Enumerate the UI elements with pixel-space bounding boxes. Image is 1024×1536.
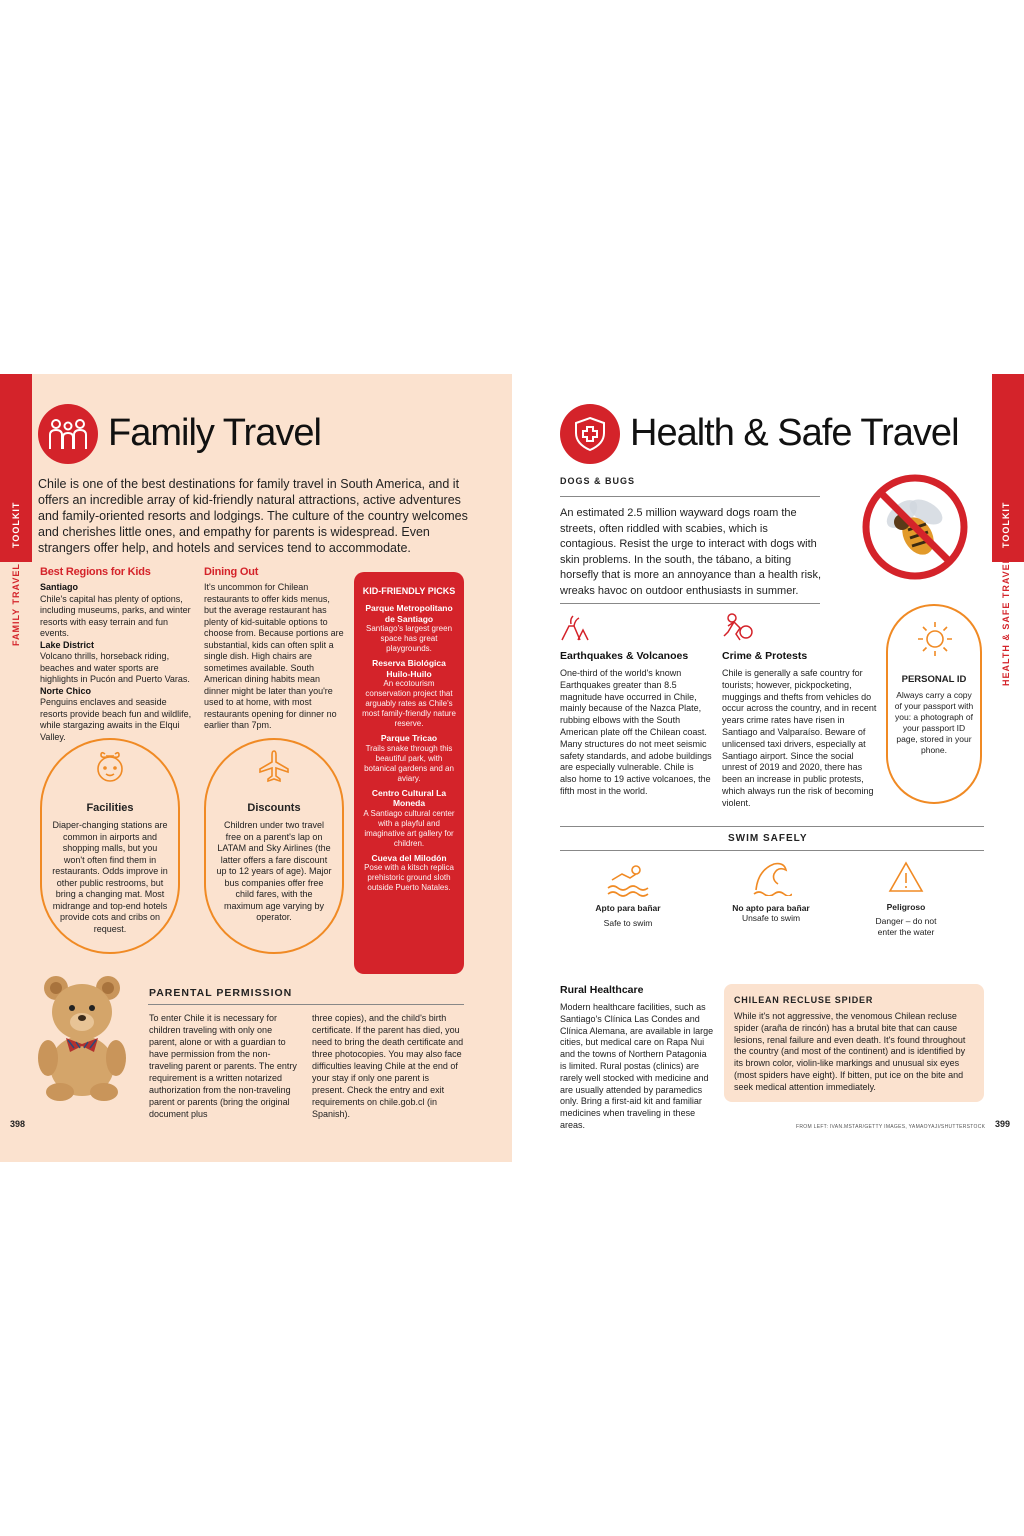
swimmer-icon [606, 862, 650, 898]
left-section-label: TOOLKIT [11, 501, 21, 548]
right-section-label: TOOLKIT [1001, 501, 1011, 548]
baby-icon [90, 746, 130, 786]
swim-desc-unsafe: Unsafe to swim [741, 913, 801, 923]
crime-text: Chile is generally a safe country for tourists; however, pickpocketing, muggings and thefts from vehicles do occur across the country, and in recent years crime rates have risen in Santiago and Valparaíso. Beware of unlicensed taxi drivers, especially at Santiago airport. Since the social unrest of 2019 and 2020, there has been an increase in public protests, which always run the risk of becoming violent. [722, 668, 877, 808]
rural-heading: Rural Healthcare [560, 984, 644, 996]
facilities-text: Diaper-changing stations are common in airports and shopping malls, but you won't often find them in restaurants. Odds improve in other public restrooms, but bring a changing mat. Most midrange and top-end hotels provide cots and cribs on request. [52, 820, 168, 934]
page-title-family: Family Travel [108, 412, 321, 454]
personal-id-card [886, 604, 982, 804]
dining-heading: Dining Out [204, 566, 259, 578]
region-item: Santiago Chile's capital has plenty of options, including museums, parks, and winter resorts with easy terrain and fun events. [40, 582, 191, 638]
swim-desc-safe: Safe to swim [603, 918, 653, 928]
permission-col2: three copies), and the child's birth certificate. If the parent has died, you need to bring the death certificate and three photocopies. You may also face difficulties leaving Chile at the end of your stay if only one parent is present. Check the entry and exit requirements on chile.gob.cl (in Spanish). [312, 1013, 464, 1119]
airplane-icon [256, 748, 292, 784]
swim-rule-top [560, 826, 984, 827]
regions-heading: Best Regions for Kids [40, 566, 151, 578]
dogs-text: An estimated 2.5 million wayward dogs roam the streets, often riddled with scabies, which is contagious. Resist the urge to interact with dogs with skin problems. In the south, the tábano, a biting horsefly that is more an annoyance than a health risk, wreaks havoc on outdoor enthusiasts in summer. [560, 507, 822, 597]
pick-desc: Santiago's largest green space has great playgrounds. [365, 624, 453, 653]
swim-label-unsafe: No apto para bañar [732, 903, 810, 913]
permission-col1: To enter Chile it is necessary for children traveling with only one parent, alone or with a guardian to have permission from the non-traveling parent or parents. The entry requirement is a written notarized authorization from the non-traveling parent or parents (bring the original document plus [149, 1013, 297, 1119]
picks-title: KID-FRIENDLY PICKS [362, 586, 456, 596]
discounts-text: Children under two travel free on a parent's lap on LATAM and Sky Airlines (the latter offers a fare discount up to 12 years of age). Major bus companies offer free child fares, with the maximum age varying by operator. [216, 820, 332, 922]
rural-text: Modern healthcare facilities, such as Santiago's Clínica Las Condes and Clínica Alemana, are available in large cities, but medical care on Rapa Nui and the towns of Northern Patagonia is limited. Rural postas (clinics) are rarely well stocked with medicine and are usually attended by paramedics only. Bring a first-aid kit and familiar medicines when traveling in these areas. [560, 1002, 714, 1130]
pick-name: Cueva del Milodón [371, 852, 447, 863]
personal-id-title: PERSONAL ID [901, 674, 967, 685]
dining-text: It's uncommon for Chilean restaurants to offer kids menus, but the average restaurant has plenty of kid-suitable options to choose from. Because portions are substantial, kids can often split a single dish. High chairs are sometimes available. South American dining habits mean dinner might be later than you're used to at home, with most restaurants opening for dinner no earlier than 7pm. [204, 582, 344, 730]
swim-rule-bottom [560, 850, 984, 851]
facilities-card [40, 738, 180, 954]
shield-cross-icon [572, 415, 608, 453]
volcano-icon [560, 612, 590, 642]
region-item: Lake District Volcano thrills, horseback riding, beaches and water sports are highlights in Pucón and Puerto Varas. [40, 639, 190, 684]
dogs-heading: DOGS & BUGS [560, 476, 636, 486]
permission-heading: PARENTAL PERMISSION [149, 987, 293, 999]
kid-friendly-picks-box [354, 572, 464, 974]
pick-desc: Pose with a kitsch replica prehistoric ground sloth outside Puerto Natales. [364, 863, 454, 892]
family-icon-badge [38, 404, 98, 464]
facilities-title: Facilities [86, 802, 134, 814]
swim-label-danger: Peligroso [886, 902, 926, 912]
dogs-rule-bottom [560, 603, 820, 604]
page-number-right: 399 [995, 1119, 1011, 1129]
page-title-health: Health & Safe Travel [630, 412, 959, 454]
right-chapter-label: HEALTH & SAFE TRAVEL [1001, 556, 1011, 686]
warning-icon [888, 860, 924, 894]
spider-heading: CHILEAN RECLUSE SPIDER [734, 995, 874, 1005]
pick-name: Parque Tricao [380, 733, 438, 743]
family-intro: Chile is one of the best destinations for family travel in South America, and it offers an incredible array of kid-friendly natural attractions, active adventures and family-oriented resorts and lodgings. The culture of the country welcomes and cherishes little ones, and empathy for parents is widespread. Even strangers offer help, and hotels and services tend to accommodate. [38, 477, 468, 555]
page-number-left: 398 [10, 1119, 26, 1129]
pick-desc: Trails snake through this beautiful park, with botanical gardens and an aviary. [364, 743, 454, 783]
discounts-title: Discounts [247, 802, 301, 814]
earthquakes-heading: Earthquakes & Volcanoes [560, 650, 689, 662]
pick-desc: A Santiago cultural center with a playful and imaginative art gallery for children. [363, 808, 455, 848]
shield-icon-badge [560, 404, 620, 464]
pick-name: Parque Metropolitano de Santiago [365, 603, 453, 624]
pick-name: Reserva Biológica Huilo-Huilo [372, 658, 446, 679]
swim-desc-danger: Danger – do not enter the water [875, 916, 937, 937]
family-icon [48, 417, 88, 451]
swim-label-safe: Apto para bañar [595, 903, 661, 913]
sun-icon [916, 620, 954, 658]
spider-text: While it's not aggressive, the venomous Chilean recluse spider (araña de rincón) has a brutal bite that can cause lesions, renal failure and even death. It's found throughout the country (and most of the continent) and is identified by its brown color, violin-like markings and unusual six eyes (most spiders have eight). If bitten, put ice on the bite and seek medical attention immediately. [734, 1011, 966, 1092]
wave-icon [752, 856, 792, 896]
no-horsefly-icon [862, 474, 968, 580]
crime-heading: Crime & Protests [722, 650, 808, 662]
region-item: Norte Chico Penguins enclaves and seaside resorts provide beach fun and wildlife, while stargazing awaits in the Elqui Valley. [40, 685, 192, 742]
personal-id-text: Always carry a copy of your passport with you: a photograph of your passport ID page, stored in your phone. [894, 690, 974, 755]
pick-name: Centro Cultural La Moneda [371, 787, 447, 808]
permission-rule [148, 1004, 464, 1005]
teddy-bear-image [30, 972, 134, 1102]
pick-desc: An ecotourism conservation project that arguably rates as Chile's most family-friendly nature reserve. [362, 679, 456, 728]
regions-list [40, 582, 196, 743]
discounts-card [204, 738, 344, 954]
left-chapter-label: FAMILY TRAVEL [11, 563, 21, 646]
thief-icon [722, 612, 754, 642]
swim-heading: SWIM SAFELY [728, 833, 808, 844]
photo-credit: FROM LEFT: IVAN.MSTAR/GETTY IMAGES, YAMAOYAJI/SHUTTERSTOCK [796, 1124, 986, 1130]
dogs-rule [560, 496, 820, 497]
earthquakes-text: One-third of the world's known Earthquakes greater than 8.5 magnitude have occurred in Chile, mainly because of the Nazca Plate, rubbing elbows with the South American plate off the Chilean coast. Many structures do not meet seismic safety standards, and adobe buildings are especially vulnerable. Chile is also home to 19 active volcanoes, the fifth most in the world. [560, 668, 712, 796]
